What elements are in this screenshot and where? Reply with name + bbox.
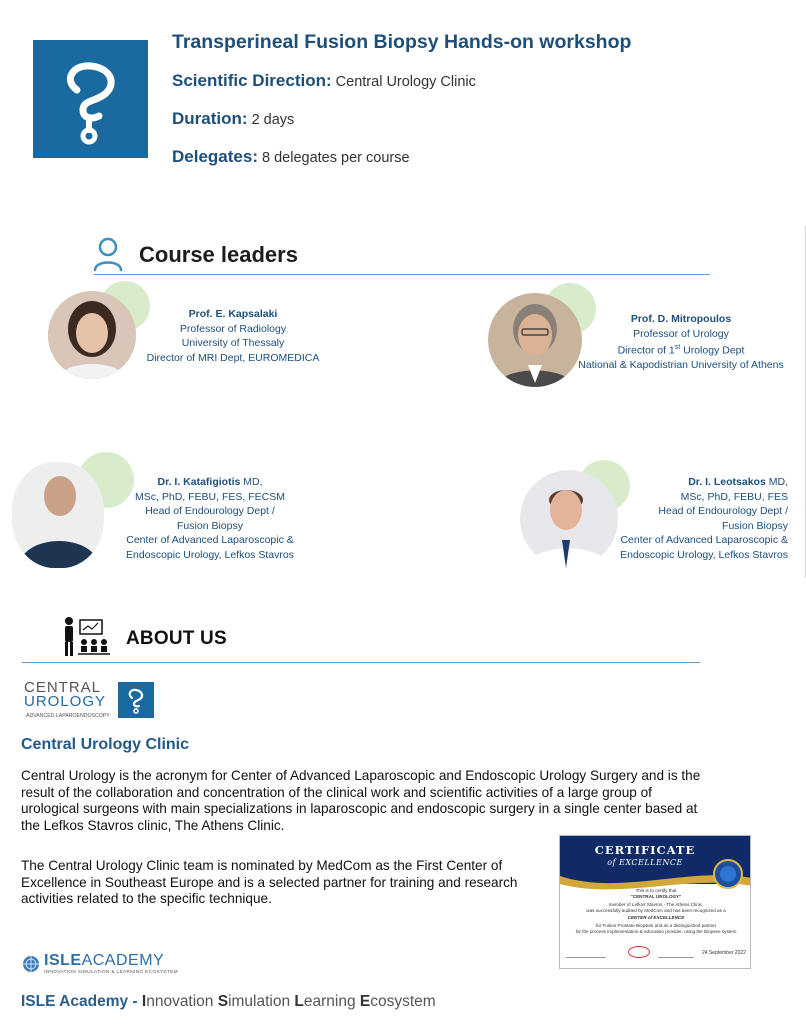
leader-4-name-line: Dr. I. Leotsakos MD, — [688, 476, 788, 488]
leader-2-line-3: National & Kapodistrian University of Athens — [578, 359, 784, 371]
leader-3-line-5: Endoscopic Urology, Lefkos Stavros — [126, 548, 294, 561]
course-leaders-rule — [94, 274, 710, 275]
leader-4-line-1: MSc, PhD, FEBU, FES — [680, 490, 788, 503]
scientific-direction-line — [172, 71, 476, 91]
leader-1-info — [140, 307, 326, 365]
urology-symbol-icon — [118, 682, 154, 718]
isle-globe-icon — [22, 955, 40, 973]
course-leaders-title: Course leaders — [139, 242, 298, 267]
isle-tagline: INNOVATION SIMULATION & LEARNING ECOSYSTEM — [44, 970, 178, 975]
leader-3-line-4: Center of Advanced Laparoscopic & — [126, 534, 294, 546]
isle-academy-logo: ISLEACADEMY — [44, 952, 165, 969]
leader-1-line-1: Professor of Radiology — [179, 322, 287, 335]
leader-4-line-2: Head of Endourology Dept / — [658, 505, 788, 517]
about-us-rule — [22, 662, 700, 663]
isle-academy-footer: ISLE Academy - Innovation Simulation Learning Ecosystem — [21, 993, 436, 1010]
leader-4-line-5: Endoscopic Urology, Lefkos Stavros — [620, 548, 788, 561]
leader-1-name: Prof. E. Kapsalaki — [188, 308, 278, 320]
leader-3-line-3: Fusion Biopsy — [177, 519, 243, 532]
about-paragraph-2: The Central Urology Clinic team is nominated by MedCom as the First Center of Excellence in Southeast Europe and is a selected partner for training and research activities related to the specific technique. — [21, 858, 518, 906]
signature-2 — [658, 948, 694, 958]
portrait-icon — [488, 293, 582, 387]
leader-4-name: Dr. I. Leotsakos — [688, 476, 766, 488]
scientific-direction-label: Scientific Direction: — [172, 71, 332, 90]
leader-3-line-2: Head of Endourology Dept / — [145, 505, 275, 517]
certificate-date: 24 September 2022 — [702, 950, 746, 956]
certificate-of-excellence: CERTIFICATE of EXCELLENCE This is to certify that "CENTRAL UROLOGY" member of Lefkos Stavros - The Athens Clinic, was successfully audited by MedCom and has been recognized as a CENTER of EXCELLENCE for Fusion Prostate Biopsies and as a distinguished partner for the process implementation & education provider, using the Biopsee system 24 September 2022 — [559, 835, 751, 969]
leader-2-line-2: Director of 1st Urology Dept — [617, 344, 745, 357]
about-paragraph-1: Central Urology is the acronym for Center of Advanced Laparoscopic and Endoscopic Urology Surgery and is the result of the collaboration and concentration of the clinical work and scientific activities of a large group of urological surgeons with main specializations in laparoscopic and endoscopic surgery in a single center based at the Lefkos Stavros clinic, The Athens Clinic. — [21, 768, 701, 833]
leader-1-line-3: Director of MRI Dept, EUROMEDICA — [146, 351, 320, 364]
delegates-value: 8 delegates per course — [262, 150, 410, 166]
scientific-direction-value: Central Urology Clinic — [335, 74, 476, 90]
workshop-logo — [33, 40, 148, 158]
delegates-line — [172, 147, 410, 167]
duration-line — [172, 109, 294, 129]
signature-1 — [566, 948, 606, 958]
medcom-seal — [628, 946, 650, 958]
portrait-icon — [12, 462, 104, 568]
delegates-label: Delegates: — [172, 147, 258, 166]
presenter-audience-icon — [60, 616, 112, 658]
leader-4-line-4: Center of Advanced Laparoscopic & — [620, 534, 788, 546]
duration-label: Duration: — [172, 109, 248, 128]
leader-3-name: Dr. I. Katafigiotis — [157, 476, 241, 488]
duration-value: 2 days — [251, 112, 295, 128]
user-outline-icon — [92, 236, 124, 272]
central-urology-logo: CENTRAL UROLOGY ADVANCED LAPAROENDOSCOPY — [24, 680, 156, 722]
leader-4-info — [580, 475, 788, 562]
certificate-subtitle: of EXCELLENCE — [607, 858, 683, 867]
leader-2-name: Prof. D. Mitropoulos — [630, 313, 732, 325]
urology-symbol-icon — [33, 40, 148, 158]
leader-2-line-1: Professor of Urology — [633, 327, 729, 340]
leader-1-line-2: University of Thessaly — [181, 337, 285, 349]
about-us-title: ABOUT US — [126, 628, 227, 649]
leader-3-line-1: MSc, PhD, FEBU, FES, FECSM — [135, 490, 285, 503]
portrait-icon — [48, 291, 136, 379]
workshop-title: Transperineal Fusion Biopsy Hands-on workshop — [172, 31, 632, 53]
certificate-title: CERTIFICATE — [594, 843, 696, 857]
leader-3-name-line: Dr. I. Katafigiotis MD, — [157, 476, 263, 488]
leader-4-line-3: Fusion Biopsy — [722, 519, 788, 532]
leader-2-info — [570, 312, 792, 373]
award-seal-icon — [710, 856, 746, 892]
clinic-heading: Central Urology Clinic — [21, 736, 190, 753]
leader-3-info — [106, 475, 314, 562]
